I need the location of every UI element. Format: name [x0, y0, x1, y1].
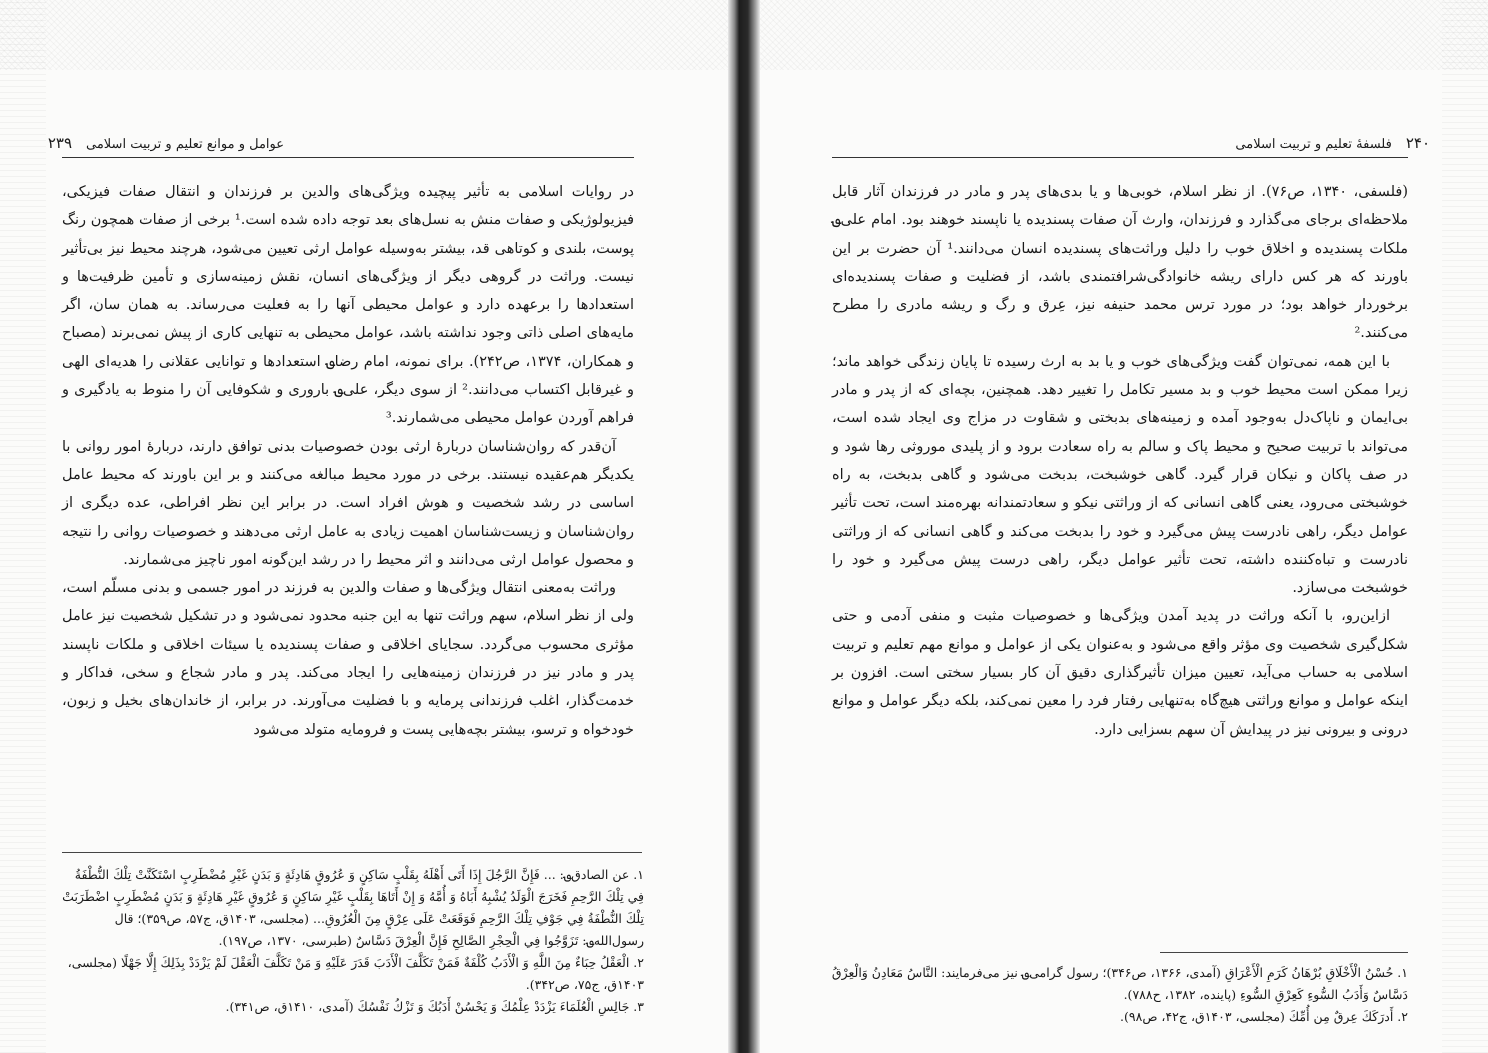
footnotes [62, 864, 644, 1018]
scan-noise-top [0, 0, 728, 70]
footnote: ۳. جَالِسِ الْعُلَمَاءَ يَزْدَدْ عِلْمُكَ وَ يَحْسُنْ أَدَبُكَ وَ تَزْكُ نَفْسُكَ (آمدی، ۱۴۱۰ق، ص۳۴۱). [225, 999, 644, 1014]
body-text [832, 178, 1408, 744]
footnote: ۱. حُسْنُ الْأَخْلَاقِ بُرْهَانُ كَرَمِ الْأَعْرَاقِ (آمدی، ۱۳۶۶، ص۳۴۶)؛ رسول گرامی؈ نیز می‌فرمایند: النَّاسُ مَعَادِنُ وَالْعِرْقُ دَسَّاسٌ وَأَدَبُ السُّوءِ كَعِرْقِ السُّوءِ (پاینده، ۱۳۸۲، ح۷۸۸). [831, 965, 1408, 1002]
footnotes [826, 962, 1408, 1028]
running-head [1235, 134, 1430, 152]
header-rule [832, 157, 1408, 158]
page-number: ۲۳۹ [47, 134, 72, 152]
paragraph: وراثت به‌معنی انتقال ویژگی‌ها و صفات والدین به فرزند در امور جسمی و بدنی مسلّم است، ولی از نظر اسلام، سهم وراثت تنها به این جنبه محدود نمی‌شود و در تشکیل شخصیت نیز عامل مؤثری محسوب می‌گردد. سجایای اخلاقی و صفات پسندیده یا سیئات اخلاقی و ملکات ناپسند پدر و مادر نیز در فرزندان زمینه‌هایی را ایجاد می‌کند. پدر و مادر شجاع و سخی، فداکار و خدمت‌گذار، اغلب فرزندانی پرمایه و با فضلیت می‌آورند. در برابر، از خاندان‌های بخیل و زبون، خودخواه و ترسو، بیشتر بچه‌هایی پست و فرومایه متولد می‌شود [62, 580, 634, 738]
scan-noise-edge [0, 0, 46, 1053]
scan-noise-top [760, 0, 1488, 70]
paragraph: در روایات اسلامی به تأثیر پیچیده ویژگی‌های والدین بر فرزندان و انتقال صفات فیزیکی، فیزیولوژیکی و صفات منش به نسل‌های بعد توجه داده شده است.¹ برخی از صفات همچون رنگ پوست، بلندی و کوتاهی قد، بیشتر به‌وسیله عوامل ارثی تعیین می‌شود، هرچند محیط نیز بی‌تأثیر نیست. وراثت در گروهی دیگر از ویژگی‌های انسان، نقش زمینه‌سازی و تأمین ظرفیت‌ها و استعدادها را برعهده دارد و عوامل محیطی آنها را به فعلیت می‌رساند. به همان سان، اگر مایه‌های اصلی ذاتی وجود نداشته باشد، عوامل محیطی به تنهایی کاری از پیش نمی‌برند (مصباح و همکاران، ۱۳۷۴، ص۲۴۲). برای نمونه، امام رضا؈ استعدادها و توانایی عقلانی را هدیه‌ای الهی و غیرقابل اکتساب می‌دانند.² از سوی دیگر، علی؈ باروری و شکوفایی آن را منوط به یادگیری و فراهم آوردن عوامل محیطی می‌شمارند.³ [62, 184, 635, 427]
paragraph: ازاین‌رو، با آنکه وراثت در پدید آمدن ویژگی‌ها و خصوصیات مثبت و منفی آدمی و حتی شکل‌گیری شخصیت وی مؤثر واقع می‌شود و به‌عنوان یکی از عوامل و موانع مهم تعلیم و تربیت اسلامی به حساب می‌آید، تعیین میزان تأثیرگذاری دقیق آن کار بسیار سختی است. افزون بر اینکه عوامل و موانع وراثتی هیچ‌گاه به‌تنهایی رفتار فرد را معین نمی‌کند، بلکه دیگر عوامل و موانع درونی و بیرونی نیز در پیدایش آن سهم بسزایی دارد. [832, 608, 1408, 738]
footnote: ۲. الْعَقْلُ حِبَاءٌ مِنَ اللَّهِ وَ الْأَدَبُ كُلْفَةٌ فَمَنْ تَكَلَّفَ الْأَدَبَ قَدَرَ عَلَيْهِ وَ مَنْ تَكَلَّفَ الْعَقْلَ لَمْ يَزْدَدْ بِذَلِكَ إِلَّا جَهْلًا (مجلسی، ۱۴۰۳ق، ج۷۵، ص۳۴۲). [67, 955, 644, 992]
book-gutter [728, 0, 760, 1053]
scan-noise-edge [1442, 0, 1488, 1053]
header-rule [62, 157, 634, 158]
footnote-rule [62, 852, 642, 853]
footnote-rule [1160, 952, 1408, 953]
footnote: ۱. عن الصادق؈: ... فَإِنَّ الرَّجُلَ إِذَا أَتَى أَهْلَهُ بِقَلْبٍ سَاكِنٍ وَ عُرُوقٍ هَادِئَةٍ وَ بَدَنٍ غَيْرِ مُضْطَرِبٍ اسْتَكَنَّتْ تِلْكَ النُّطْفَةُ فِي تِلْكَ الرَّحِمِ فَخَرَجَ الْوَلَدُ يُشْبِهُ أَبَاهُ وَ أُمَّهُ وَ إِنْ أَتَاهَا بِقَلْبٍ غَيْرِ سَاكِنٍ وَ عُرُوقٍ غَيْرِ هَادِئَةٍ وَ بَدَنٍ مُضْطَرِبٍ اضْطَرَبَتْ تِلْكَ النُّطْفَةُ فِي جَوْفِ تِلْكَ الرَّحِمِ فَوَقَعَتْ عَلَى عِرْقٍ مِنَ الْعُرُوقِ... (مجلسی، ۱۴۰۳ق، ج۵۷، ص۳۵۹)؛ قال رسول‌الله؈: تَزَوَّجُوا فِي الْحِجْرِ الصَّالِحِ فَإِنَّ الْعِرْقَ دَسَّاسٌ (طبرسی، ۱۳۷۰، ص۱۹۷). [62, 867, 644, 948]
paragraph: با این همه، نمی‌توان گفت ویژگی‌های خوب و یا بد به ارث رسیده تا پایان زندگی خواهد ماند؛ زیرا ممکن است محیط خوب و بد مسیر تکامل را تغییر دهد. همچنین، بچه‌ای که از پدر و مادر بی‌ایمان و ناپاک‌دل به‌وجود آمده و زمینه‌های بدبختی و شقاوت در مزاج وی ایجاد شده است، می‌تواند با تربیت صحیح و محیط پاک و سالم به راه سعادت برود و از پلیدی موروثی رها شود و در صف پاکان و نیکان قرار گیرد. گاهی خوشبخت، بدبخت می‌شود و گاهی بدبخت، به راه خوشبختی می‌رود، یعنی گاهی انسانی که از وراثتی نیکو و سعادتمندانه بهره‌مند است، تحت تأثیر عوامل دیگر، راهی نادرست پیش می‌گیرد و خود را بدبخت می‌کند و گاهی انسانی که از وراثتی نادرست و تباه‌کننده داشته، تحت تأثیر عوامل دیگر، راهی درست پیش می‌گیرد و خود را خوشبخت می‌سازد. [832, 353, 1408, 597]
right-page [760, 0, 1488, 1053]
page-number: ۲۴۰ [1405, 134, 1430, 152]
running-head [48, 134, 284, 152]
running-title: عوامل و موانع تعلیم و تربیت اسلامی [86, 137, 284, 152]
body-text [62, 178, 634, 744]
footnote: ۲. أَدرَكَكَ عِرقٌ مِن أُمِّكَ (مجلسی، ۱۴۰۳ق، ج۴۲، ص۹۸). [1120, 1009, 1408, 1024]
left-page [0, 0, 728, 1053]
paragraph: (فلسفی، ۱۳۴۰، ص۷۶). از نظر اسلام، خوبی‌ها و یا بدی‌های پدر و مادر در فرزندان آثار قابل ملاحظه‌ای برجای می‌گذارد و فرزندان، وارث آن صفات پسندیده یا ناپسند خوهند بود. امام علی؈ ملکات پسندیده و اخلاق خوب را دلیل وراثت‌های پسندیده انسان می‌دانند.¹ آن حضرت بر این باورند که هر کس دارای ریشه خانوادگی‌شرافتمندی باشد، از فضلیت و صفات پسندیده‌ای برخوردار خواهد بود؛ در مورد ترس محمد حنیفه نیز، عِرق و رگ و ریشه مادری را مطرح می‌کنند.² [832, 184, 1408, 342]
running-title: فلسفهٔ تعلیم و تربیت اسلامی [1235, 137, 1392, 152]
paragraph: آن‌قدر که روان‌شناسان دربارهٔ ارثی بودن خصوصیات بدنی توافق دارند، دربارهٔ امور روانی با یکدیگر هم‌عقیده نیستند. برخی در مورد محیط مبالغه می‌کنند و بر این باورند که محیط عامل اساسی در رشد شخصیت و هوش افراد است. در برابر این نظر افراطی، عده دیگری از روان‌شناسان و زیست‌شناسان اهمیت زیادی به عامل ارثی می‌دهند و خصوصیات روانی را نتیجه و محصول عوامل ارثی می‌دانند و اثر محیط را در رشد این‌گونه امور ناچیز می‌شمارند. [62, 438, 634, 568]
